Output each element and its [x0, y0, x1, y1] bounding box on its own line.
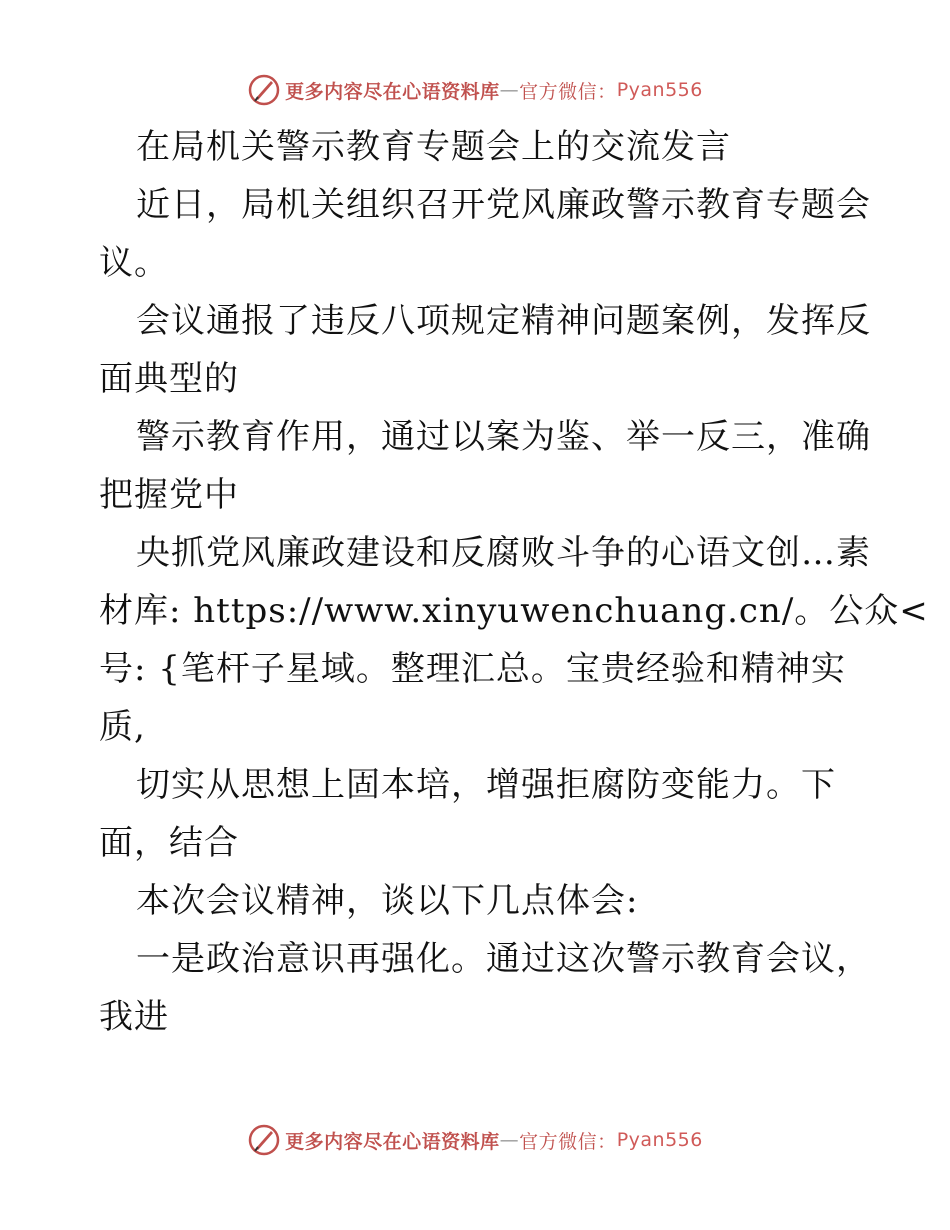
paragraph-line: 一是政治意识再强化。通过这次警示教育会议， [136, 939, 871, 979]
paragraph-line: 面典型的 [99, 359, 239, 399]
paragraph-line: 质, [99, 707, 146, 747]
document-title: 在局机关警示教育专题会上的交流发言 [136, 127, 731, 167]
paragraph-line: 本次会议精神，谈以下几点体会: [136, 881, 639, 921]
quill-pen-icon [247, 73, 281, 107]
header-watermark-banner [0, 70, 950, 110]
paragraph-line: 会议通报了违反八项规定精神问题案例，发挥反 [136, 301, 871, 341]
paragraph-line: 议。 [99, 243, 169, 283]
banner-wechat-id: Pyan556 [616, 79, 703, 101]
paragraph-line: 面，结合 [99, 823, 239, 863]
banner-main-text: 更多内容尽在心语资料库 [285, 80, 500, 103]
quill-pen-icon [247, 1123, 281, 1157]
banner-main-text: 更多内容尽在心语资料库 [285, 1130, 500, 1153]
paragraph-line: 我进 [99, 997, 169, 1037]
paragraph-line: 材库: https://www.xinyuwenchuang.cn/。公众< [99, 591, 929, 631]
banner-wechat-id: Pyan556 [616, 1129, 703, 1151]
paragraph-line: 切实从思想上固本培，增强拒腐防变能力。下 [136, 765, 836, 805]
paragraph-line: 把握党中 [99, 475, 239, 515]
paragraph-line: 号: {笔杆子星域。整理汇总。宝贵经验和精神实 [99, 649, 846, 689]
paragraph-line: 警示教育作用，通过以案为鉴、举一反三，准确 [136, 417, 871, 457]
banner-separator: — [499, 79, 520, 101]
banner-separator: — [499, 1129, 520, 1151]
footer-watermark-banner [0, 1120, 950, 1160]
banner-sub-text: 官方微信： [519, 1130, 617, 1153]
paragraph-line: 近日，局机关组织召开党风廉政警示教育专题会 [136, 185, 871, 225]
banner-sub-text: 官方微信： [519, 80, 617, 103]
paragraph-line: 央抓党风廉政建设和反腐败斗争的心语文创…素 [136, 533, 871, 573]
document-body [99, 118, 929, 1046]
